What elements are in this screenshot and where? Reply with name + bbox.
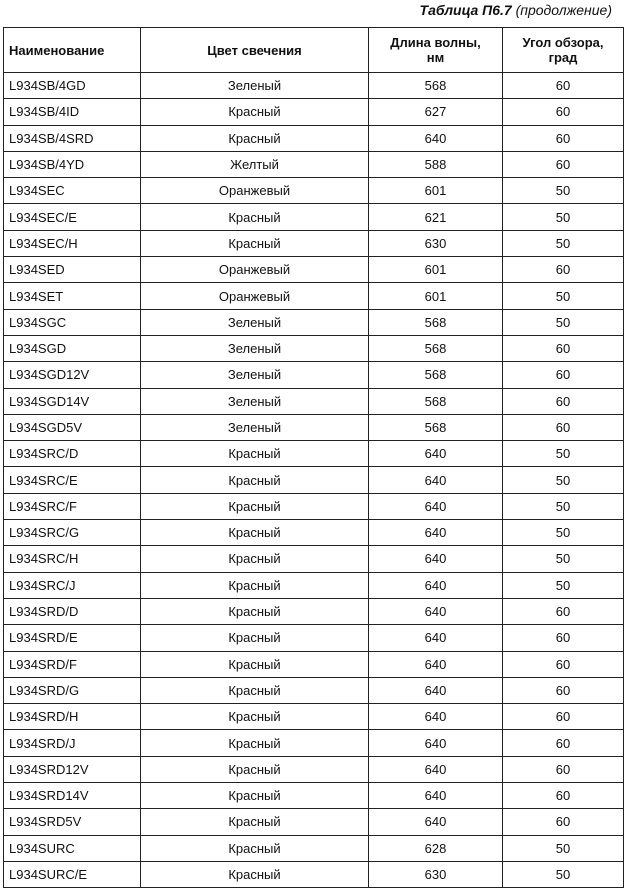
cell-color: Красный — [141, 546, 369, 572]
cell-angle: 60 — [503, 756, 624, 782]
cell-color: Красный — [141, 99, 369, 125]
table-row — [4, 309, 624, 335]
cell-wavelength: 568 — [369, 362, 503, 388]
cell-name: L934SRC/D — [4, 441, 141, 467]
cell-angle: 60 — [503, 414, 624, 440]
cell-wavelength: 568 — [369, 309, 503, 335]
cell-name: L934SRD/G — [4, 677, 141, 703]
cell-name: L934SET — [4, 283, 141, 309]
table-row — [4, 73, 624, 99]
cell-wavelength: 640 — [369, 809, 503, 835]
header-color: Цвет свечения — [141, 28, 369, 73]
table-header-row — [4, 28, 624, 73]
header-angle-line1: Угол обзора, — [522, 35, 604, 50]
cell-wavelength: 640 — [369, 756, 503, 782]
cell-angle: 50 — [503, 520, 624, 546]
cell-name: L934SEC/H — [4, 230, 141, 256]
cell-name: L934SEC — [4, 178, 141, 204]
table-row — [4, 598, 624, 624]
cell-name: L934SRC/F — [4, 493, 141, 519]
cell-name: L934SGD14V — [4, 388, 141, 414]
cell-wavelength: 640 — [369, 651, 503, 677]
cell-name: L934SRC/H — [4, 546, 141, 572]
cell-wavelength: 568 — [369, 414, 503, 440]
cell-angle: 50 — [503, 178, 624, 204]
table-row — [4, 783, 624, 809]
cell-wavelength: 640 — [369, 125, 503, 151]
cell-name: L934SB/4SRD — [4, 125, 141, 151]
table-row — [4, 335, 624, 361]
table-row — [4, 493, 624, 519]
cell-color: Оранжевый — [141, 257, 369, 283]
cell-angle: 60 — [503, 125, 624, 151]
cell-angle: 50 — [503, 835, 624, 861]
cell-name: L934SURC — [4, 835, 141, 861]
cell-name: L934SB/4GD — [4, 73, 141, 99]
table-row — [4, 730, 624, 756]
cell-name: L934SRC/G — [4, 520, 141, 546]
table-row — [4, 835, 624, 861]
cell-color: Красный — [141, 493, 369, 519]
table-row — [4, 99, 624, 125]
cell-name: L934SRD/J — [4, 730, 141, 756]
cell-wavelength: 640 — [369, 783, 503, 809]
cell-color: Красный — [141, 520, 369, 546]
cell-angle: 60 — [503, 625, 624, 651]
cell-wavelength: 640 — [369, 572, 503, 598]
cell-angle: 60 — [503, 99, 624, 125]
cell-color: Красный — [141, 598, 369, 624]
cell-angle: 60 — [503, 362, 624, 388]
cell-angle: 60 — [503, 257, 624, 283]
header-wavelength — [369, 28, 503, 73]
cell-color: Красный — [141, 756, 369, 782]
cell-color: Красный — [141, 441, 369, 467]
table-row — [4, 677, 624, 703]
cell-wavelength: 621 — [369, 204, 503, 230]
cell-name: L934SRD14V — [4, 783, 141, 809]
cell-wavelength: 627 — [369, 99, 503, 125]
table-caption-title: Таблица П6.7 — [419, 2, 512, 18]
header-angle-line2: град — [548, 50, 578, 65]
header-wavelength-line1: Длина волны, — [390, 35, 481, 50]
cell-color: Красный — [141, 861, 369, 887]
cell-color: Красный — [141, 704, 369, 730]
cell-name: L934SGC — [4, 309, 141, 335]
table-row — [4, 520, 624, 546]
cell-angle: 50 — [503, 572, 624, 598]
cell-wavelength: 601 — [369, 283, 503, 309]
cell-color: Красный — [141, 625, 369, 651]
table-row — [4, 257, 624, 283]
cell-angle: 60 — [503, 388, 624, 414]
cell-wavelength: 630 — [369, 861, 503, 887]
cell-wavelength: 601 — [369, 257, 503, 283]
cell-wavelength: 640 — [369, 546, 503, 572]
cell-color: Красный — [141, 783, 369, 809]
table-row — [4, 572, 624, 598]
cell-name: L934SED — [4, 257, 141, 283]
cell-name: L934SRD12V — [4, 756, 141, 782]
cell-color: Красный — [141, 677, 369, 703]
cell-angle: 60 — [503, 730, 624, 756]
table-row — [4, 362, 624, 388]
led-spec-table — [3, 27, 624, 888]
table-row — [4, 204, 624, 230]
cell-angle: 60 — [503, 73, 624, 99]
cell-color: Красный — [141, 204, 369, 230]
cell-angle: 50 — [503, 441, 624, 467]
cell-angle: 50 — [503, 204, 624, 230]
cell-wavelength: 640 — [369, 625, 503, 651]
cell-name: L934SRD/F — [4, 651, 141, 677]
cell-color: Зеленый — [141, 388, 369, 414]
cell-angle: 50 — [503, 467, 624, 493]
table-row — [4, 414, 624, 440]
cell-color: Красный — [141, 730, 369, 756]
cell-name: L934SGD5V — [4, 414, 141, 440]
table-row — [4, 230, 624, 256]
cell-angle: 60 — [503, 151, 624, 177]
cell-angle: 60 — [503, 677, 624, 703]
table-row — [4, 625, 624, 651]
cell-color: Красный — [141, 125, 369, 151]
cell-angle: 60 — [503, 335, 624, 361]
cell-wavelength: 640 — [369, 598, 503, 624]
table-row — [4, 756, 624, 782]
table-row — [4, 861, 624, 887]
table-row — [4, 467, 624, 493]
cell-color: Зеленый — [141, 414, 369, 440]
cell-name: L934SEC/E — [4, 204, 141, 230]
cell-color: Красный — [141, 230, 369, 256]
cell-angle: 60 — [503, 651, 624, 677]
cell-name: L934SGD12V — [4, 362, 141, 388]
cell-name: L934SRD5V — [4, 809, 141, 835]
cell-name: L934SGD — [4, 335, 141, 361]
cell-wavelength: 628 — [369, 835, 503, 861]
table-row — [4, 809, 624, 835]
cell-wavelength: 640 — [369, 493, 503, 519]
cell-name: L934SURC/E — [4, 861, 141, 887]
table-row — [4, 704, 624, 730]
cell-name: L934SRD/D — [4, 598, 141, 624]
cell-angle: 60 — [503, 704, 624, 730]
cell-color: Желтый — [141, 151, 369, 177]
table-row — [4, 178, 624, 204]
table-row — [4, 388, 624, 414]
cell-name: L934SRD/H — [4, 704, 141, 730]
cell-angle: 50 — [503, 283, 624, 309]
table-row — [4, 546, 624, 572]
cell-angle: 60 — [503, 598, 624, 624]
cell-color: Красный — [141, 572, 369, 598]
cell-wavelength: 640 — [369, 441, 503, 467]
cell-wavelength: 568 — [369, 388, 503, 414]
cell-name: L934SB/4YD — [4, 151, 141, 177]
table-caption-subtitle: (продолжение) — [515, 2, 612, 18]
table-row — [4, 283, 624, 309]
cell-color: Красный — [141, 835, 369, 861]
cell-angle: 50 — [503, 861, 624, 887]
header-name: Наименование — [4, 28, 141, 73]
header-angle — [503, 28, 624, 73]
table-body — [4, 73, 624, 888]
cell-name: L934SRC/J — [4, 572, 141, 598]
header-wavelength-line2: нм — [426, 50, 445, 65]
table-row — [4, 441, 624, 467]
cell-color: Красный — [141, 651, 369, 677]
cell-color: Красный — [141, 467, 369, 493]
cell-wavelength: 601 — [369, 178, 503, 204]
cell-wavelength: 568 — [369, 73, 503, 99]
cell-wavelength: 568 — [369, 335, 503, 361]
table-caption — [420, 2, 612, 18]
table-row — [4, 151, 624, 177]
table-row — [4, 651, 624, 677]
cell-color: Зеленый — [141, 335, 369, 361]
cell-wavelength: 630 — [369, 230, 503, 256]
cell-wavelength: 640 — [369, 704, 503, 730]
cell-angle: 60 — [503, 783, 624, 809]
cell-name: L934SB/4ID — [4, 99, 141, 125]
cell-wavelength: 640 — [369, 677, 503, 703]
cell-color: Красный — [141, 809, 369, 835]
cell-color: Зеленый — [141, 73, 369, 99]
cell-color: Оранжевый — [141, 178, 369, 204]
cell-angle: 50 — [503, 493, 624, 519]
cell-name: L934SRC/E — [4, 467, 141, 493]
cell-color: Оранжевый — [141, 283, 369, 309]
cell-color: Зеленый — [141, 309, 369, 335]
cell-angle: 50 — [503, 230, 624, 256]
cell-angle: 50 — [503, 546, 624, 572]
cell-wavelength: 640 — [369, 730, 503, 756]
cell-angle: 60 — [503, 809, 624, 835]
table-row — [4, 125, 624, 151]
cell-color: Зеленый — [141, 362, 369, 388]
cell-wavelength: 640 — [369, 467, 503, 493]
cell-name: L934SRD/E — [4, 625, 141, 651]
cell-wavelength: 640 — [369, 520, 503, 546]
cell-wavelength: 588 — [369, 151, 503, 177]
cell-angle: 50 — [503, 309, 624, 335]
